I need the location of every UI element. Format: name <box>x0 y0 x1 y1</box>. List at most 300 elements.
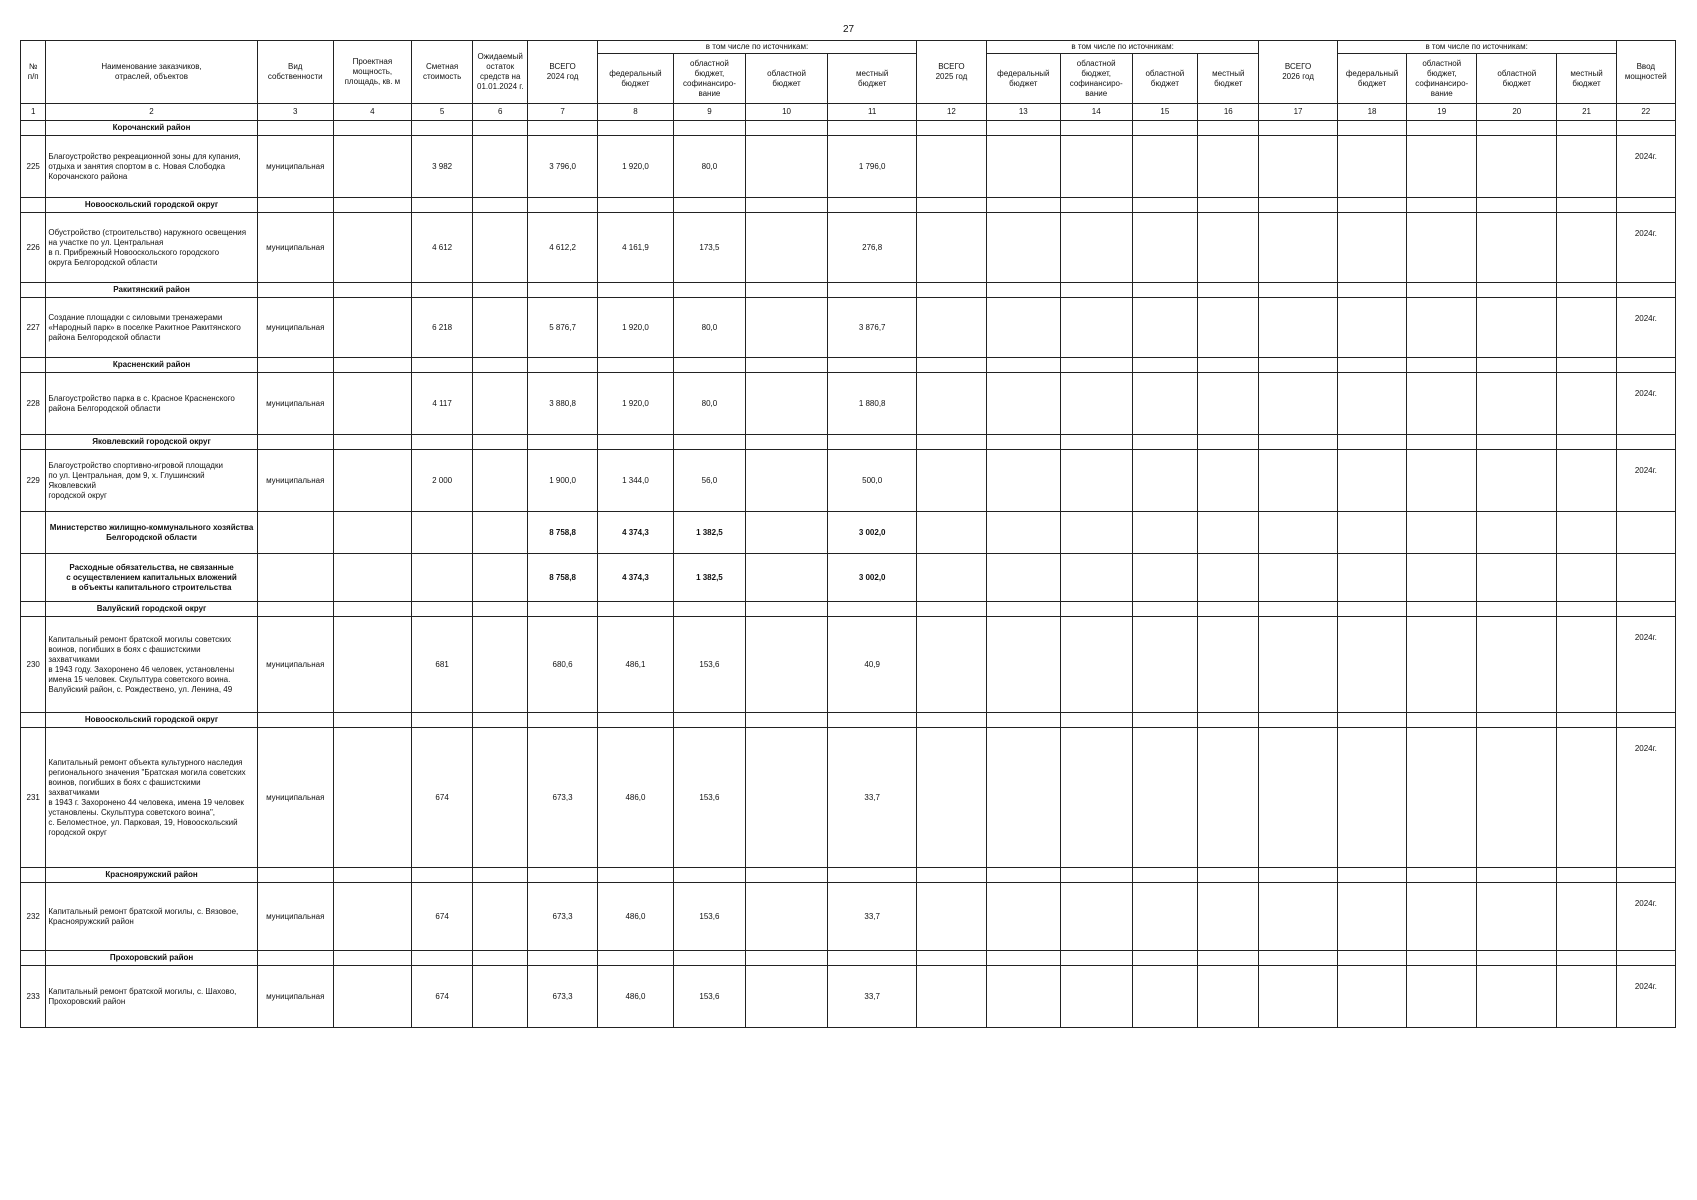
empty-cell <box>528 283 598 298</box>
empty-cell <box>828 435 917 450</box>
header-cofin-2025: областной бюджет, софинансиро- вание <box>1060 54 1132 104</box>
column-number: 12 <box>917 104 987 121</box>
empty-cell <box>333 435 411 450</box>
empty-cell <box>1477 298 1557 358</box>
local-2024: 40,9 <box>828 617 917 713</box>
empty-cell <box>1060 298 1132 358</box>
empty-cell <box>528 868 598 883</box>
empty-cell <box>828 198 917 213</box>
empty-cell <box>674 951 746 966</box>
empty-cell <box>1198 358 1259 373</box>
federal-2024: 1 920,0 <box>597 373 673 435</box>
section-row <box>21 868 1676 883</box>
row-number: 233 <box>21 966 46 1028</box>
empty-cell <box>828 602 917 617</box>
empty-cell <box>1060 512 1132 554</box>
total-2024: 5 876,7 <box>528 298 598 358</box>
empty-cell <box>1337 966 1407 1028</box>
empty-cell <box>917 136 987 198</box>
table-row <box>21 883 1676 951</box>
empty-cell <box>917 435 987 450</box>
section-row <box>21 713 1676 728</box>
section-row <box>21 358 1676 373</box>
empty-cell <box>917 617 987 713</box>
empty-cell <box>1557 713 1616 728</box>
empty-cell <box>597 198 673 213</box>
empty-cell <box>986 358 1060 373</box>
empty-cell <box>745 868 827 883</box>
empty-cell <box>745 435 827 450</box>
empty-cell <box>1259 198 1337 213</box>
empty-cell <box>917 868 987 883</box>
regional-2024 <box>745 554 827 602</box>
empty-cell <box>473 951 528 966</box>
empty-cell <box>1616 951 1675 966</box>
empty-cell <box>1407 617 1477 713</box>
section-name: Валуйский городской округ <box>46 602 257 617</box>
table-row <box>21 966 1676 1028</box>
local-2024: 1 796,0 <box>828 136 917 198</box>
header-total-2025: ВСЕГО 2025 год <box>917 41 987 104</box>
column-number: 3 <box>257 104 333 121</box>
section-row <box>21 951 1676 966</box>
total-2024: 8 758,8 <box>528 554 598 602</box>
summary-row <box>21 512 1676 554</box>
empty-cell <box>1198 283 1259 298</box>
empty-cell <box>1477 713 1557 728</box>
empty-cell <box>986 617 1060 713</box>
empty-cell <box>986 121 1060 136</box>
object-name: Благоустройство спортивно-игровой площадки по ул. Центральная, дом 9, х. Глушинский Яковлевский городской округ <box>46 450 257 512</box>
empty-cell <box>1407 358 1477 373</box>
empty-cell <box>986 512 1060 554</box>
section-spacer-no <box>21 121 46 136</box>
empty-cell <box>1259 868 1337 883</box>
column-number: 8 <box>597 104 673 121</box>
cofin-2024: 1 382,5 <box>674 512 746 554</box>
empty-cell <box>1132 373 1198 435</box>
object-name: Создание площадки с силовыми тренажерами «Народный парк» в поселке Ракитное Ракитянского района Белгородской области <box>46 298 257 358</box>
empty-cell <box>1477 213 1557 283</box>
header-sources-2024: в том числе по источникам: <box>597 41 916 54</box>
empty-cell <box>21 554 46 602</box>
empty-cell <box>1060 966 1132 1028</box>
empty-cell <box>333 283 411 298</box>
header-total-2024: ВСЕГО 2024 год <box>528 41 598 104</box>
empty-cell <box>1132 121 1198 136</box>
empty-cell <box>917 951 987 966</box>
section-spacer-no <box>21 198 46 213</box>
empty-cell <box>333 951 411 966</box>
federal-2024: 486,0 <box>597 728 673 868</box>
empty-cell <box>1616 554 1675 602</box>
empty-cell <box>1337 512 1407 554</box>
empty-cell <box>528 713 598 728</box>
capacity <box>333 450 411 512</box>
empty-cell <box>917 213 987 283</box>
empty-cell <box>1060 951 1132 966</box>
empty-cell <box>1198 512 1259 554</box>
empty-cell <box>1259 213 1337 283</box>
empty-cell <box>1259 554 1337 602</box>
commission-year: 2024г. <box>1616 728 1675 868</box>
empty-cell <box>257 713 333 728</box>
empty-cell <box>1477 121 1557 136</box>
empty-cell <box>1198 951 1259 966</box>
empty-cell <box>1557 951 1616 966</box>
empty-cell <box>1557 554 1616 602</box>
empty-cell <box>473 358 528 373</box>
empty-cell <box>1557 868 1616 883</box>
empty-cell <box>597 435 673 450</box>
section-spacer-no <box>21 283 46 298</box>
empty-cell <box>1477 554 1557 602</box>
header-regional-2026: областной бюджет <box>1477 54 1557 104</box>
empty-cell <box>1132 602 1198 617</box>
empty-cell <box>411 713 472 728</box>
column-number: 16 <box>1198 104 1259 121</box>
estimate-cost: 3 982 <box>411 136 472 198</box>
header-federal-2026: федеральный бюджет <box>1337 54 1407 104</box>
column-number: 17 <box>1259 104 1337 121</box>
empty-cell <box>1477 358 1557 373</box>
empty-cell <box>1407 554 1477 602</box>
expected-balance <box>473 617 528 713</box>
empty-cell <box>257 868 333 883</box>
empty-cell <box>411 951 472 966</box>
empty-cell <box>1198 121 1259 136</box>
empty-cell <box>257 602 333 617</box>
section-row <box>21 121 1676 136</box>
expected-balance <box>473 966 528 1028</box>
header-estimate: Сметная стоимость <box>411 41 472 104</box>
empty-cell <box>1132 512 1198 554</box>
empty-cell <box>1557 617 1616 713</box>
empty-cell <box>411 554 472 602</box>
cofin-2024: 153,6 <box>674 966 746 1028</box>
empty-cell <box>257 358 333 373</box>
column-number: 1 <box>21 104 46 121</box>
empty-cell <box>986 868 1060 883</box>
empty-cell <box>597 358 673 373</box>
ownership: муниципальная <box>257 966 333 1028</box>
empty-cell <box>986 136 1060 198</box>
empty-cell <box>411 358 472 373</box>
regional-2024 <box>745 617 827 713</box>
empty-cell <box>1132 358 1198 373</box>
empty-cell <box>257 121 333 136</box>
empty-cell <box>1337 602 1407 617</box>
section-row <box>21 435 1676 450</box>
empty-cell <box>1337 728 1407 868</box>
empty-cell <box>986 883 1060 951</box>
ownership: муниципальная <box>257 136 333 198</box>
empty-cell <box>257 554 333 602</box>
column-number: 6 <box>473 104 528 121</box>
empty-cell <box>917 966 987 1028</box>
empty-cell <box>1060 728 1132 868</box>
column-number: 2 <box>46 104 257 121</box>
row-number: 230 <box>21 617 46 713</box>
section-row <box>21 283 1676 298</box>
empty-cell <box>1337 298 1407 358</box>
empty-cell <box>1337 713 1407 728</box>
header-sources-2025: в том числе по источникам: <box>986 41 1259 54</box>
column-number: 9 <box>674 104 746 121</box>
empty-cell <box>257 435 333 450</box>
empty-cell <box>1132 728 1198 868</box>
empty-cell <box>1477 373 1557 435</box>
empty-cell <box>1477 951 1557 966</box>
header-local-2026: местный бюджет <box>1557 54 1616 104</box>
header-name: Наименование заказчиков, отраслей, объектов <box>46 41 257 104</box>
total-2024: 673,3 <box>528 883 598 951</box>
federal-2024: 4 374,3 <box>597 554 673 602</box>
table-row <box>21 373 1676 435</box>
object-name: Капитальный ремонт братской могилы, с. Вязовое, Краснояружский район <box>46 883 257 951</box>
empty-cell <box>1060 450 1132 512</box>
empty-cell <box>1407 198 1477 213</box>
section-spacer-no <box>21 435 46 450</box>
empty-cell <box>1060 283 1132 298</box>
empty-cell <box>1557 450 1616 512</box>
empty-cell <box>1132 198 1198 213</box>
capacity <box>333 617 411 713</box>
empty-cell <box>333 512 411 554</box>
empty-cell <box>986 713 1060 728</box>
empty-cell <box>917 198 987 213</box>
summary-name: Министерство жилищно-коммунального хозяйства Белгородской области <box>46 512 257 554</box>
empty-cell <box>1407 450 1477 512</box>
empty-cell <box>333 554 411 602</box>
table-row <box>21 728 1676 868</box>
cofin-2024: 153,6 <box>674 728 746 868</box>
local-2024: 3 876,7 <box>828 298 917 358</box>
column-numbers-row <box>21 104 1676 121</box>
federal-2024: 1 344,0 <box>597 450 673 512</box>
empty-cell <box>1337 951 1407 966</box>
empty-cell <box>1407 951 1477 966</box>
empty-cell <box>674 121 746 136</box>
empty-cell <box>828 283 917 298</box>
empty-cell <box>333 868 411 883</box>
estimate-cost: 6 218 <box>411 298 472 358</box>
empty-cell <box>986 283 1060 298</box>
empty-cell <box>1132 966 1198 1028</box>
expected-balance <box>473 728 528 868</box>
empty-cell <box>1337 136 1407 198</box>
empty-cell <box>528 602 598 617</box>
empty-cell <box>828 713 917 728</box>
empty-cell <box>333 713 411 728</box>
empty-cell <box>986 728 1060 868</box>
commission-year: 2024г. <box>1616 883 1675 951</box>
section-row <box>21 602 1676 617</box>
header-local-2024: местный бюджет <box>828 54 917 104</box>
empty-cell <box>1132 713 1198 728</box>
ownership: муниципальная <box>257 883 333 951</box>
empty-cell <box>1198 136 1259 198</box>
empty-cell <box>1407 136 1477 198</box>
commission-year: 2024г. <box>1616 298 1675 358</box>
empty-cell <box>674 435 746 450</box>
empty-cell <box>1259 883 1337 951</box>
empty-cell <box>257 283 333 298</box>
federal-2024: 4 161,9 <box>597 213 673 283</box>
empty-cell <box>1407 283 1477 298</box>
empty-cell <box>1060 198 1132 213</box>
empty-cell <box>1198 602 1259 617</box>
empty-cell <box>917 373 987 435</box>
federal-2024: 1 920,0 <box>597 136 673 198</box>
table-header <box>21 41 1676 121</box>
local-2024: 1 880,8 <box>828 373 917 435</box>
header-cofin-2026: областной бюджет, софинансиро- вание <box>1407 54 1477 104</box>
ownership: муниципальная <box>257 728 333 868</box>
empty-cell <box>1616 358 1675 373</box>
empty-cell <box>1557 136 1616 198</box>
empty-cell <box>917 728 987 868</box>
local-2024: 33,7 <box>828 728 917 868</box>
table-row <box>21 450 1676 512</box>
empty-cell <box>1060 121 1132 136</box>
header-sources-2026: в том числе по источникам: <box>1337 41 1616 54</box>
empty-cell <box>986 951 1060 966</box>
commission-year: 2024г. <box>1616 373 1675 435</box>
local-2024: 500,0 <box>828 450 917 512</box>
empty-cell <box>1259 373 1337 435</box>
section-name: Новооскольский городской округ <box>46 713 257 728</box>
row-number: 229 <box>21 450 46 512</box>
empty-cell <box>1616 121 1675 136</box>
empty-cell <box>1616 512 1675 554</box>
row-number: 228 <box>21 373 46 435</box>
expected-balance <box>473 136 528 198</box>
object-name: Капитальный ремонт братской могилы советских воинов, погибших в боях с фашистскими захватчиками в 1943 году. Захоронено 46 человек, установлены имена 15 человек. Скульптура советского воина. Валуйский район, с. Рождествено, ул. Ленина, 49 <box>46 617 257 713</box>
section-spacer-no <box>21 951 46 966</box>
empty-cell <box>745 951 827 966</box>
empty-cell <box>1259 951 1337 966</box>
empty-cell <box>1407 728 1477 868</box>
estimate-cost: 4 612 <box>411 213 472 283</box>
cofin-2024: 56,0 <box>674 450 746 512</box>
empty-cell <box>597 951 673 966</box>
estimate-cost: 674 <box>411 728 472 868</box>
total-2024: 3 880,8 <box>528 373 598 435</box>
commission-year: 2024г. <box>1616 136 1675 198</box>
regional-2024 <box>745 213 827 283</box>
empty-cell <box>1477 966 1557 1028</box>
empty-cell <box>1198 435 1259 450</box>
empty-cell <box>1060 602 1132 617</box>
expected-balance <box>473 298 528 358</box>
header-cofin-2024: областной бюджет, софинансиро- вание <box>674 54 746 104</box>
local-2024: 276,8 <box>828 213 917 283</box>
empty-cell <box>1060 435 1132 450</box>
empty-cell <box>1337 358 1407 373</box>
total-2024: 1 900,0 <box>528 450 598 512</box>
empty-cell <box>1616 435 1675 450</box>
empty-cell <box>1407 121 1477 136</box>
empty-cell <box>597 602 673 617</box>
column-number: 4 <box>333 104 411 121</box>
empty-cell <box>1616 602 1675 617</box>
cofin-2024: 173,5 <box>674 213 746 283</box>
empty-cell <box>333 121 411 136</box>
empty-cell <box>1407 298 1477 358</box>
estimate-cost: 674 <box>411 883 472 951</box>
cofin-2024: 1 382,5 <box>674 554 746 602</box>
empty-cell <box>1337 435 1407 450</box>
empty-cell <box>473 435 528 450</box>
regional-2024 <box>745 373 827 435</box>
header-local-2025: местный бюджет <box>1198 54 1259 104</box>
column-number: 7 <box>528 104 598 121</box>
empty-cell <box>1337 883 1407 951</box>
total-2024: 8 758,8 <box>528 512 598 554</box>
empty-cell <box>1477 136 1557 198</box>
empty-cell <box>986 435 1060 450</box>
empty-cell <box>1337 868 1407 883</box>
empty-cell <box>1198 298 1259 358</box>
empty-cell <box>917 883 987 951</box>
empty-cell <box>1198 713 1259 728</box>
empty-cell <box>674 198 746 213</box>
empty-cell <box>1060 358 1132 373</box>
empty-cell <box>1132 213 1198 283</box>
estimate-cost: 2 000 <box>411 450 472 512</box>
regional-2024 <box>745 450 827 512</box>
empty-cell <box>1132 554 1198 602</box>
empty-cell <box>745 283 827 298</box>
empty-cell <box>333 358 411 373</box>
empty-cell <box>411 283 472 298</box>
empty-cell <box>1407 868 1477 883</box>
empty-cell <box>1060 554 1132 602</box>
empty-cell <box>1132 883 1198 951</box>
empty-cell <box>1557 373 1616 435</box>
empty-cell <box>528 951 598 966</box>
ownership: муниципальная <box>257 450 333 512</box>
empty-cell <box>528 121 598 136</box>
regional-2024 <box>745 298 827 358</box>
empty-cell <box>1407 373 1477 435</box>
empty-cell <box>333 602 411 617</box>
empty-cell <box>1557 283 1616 298</box>
table-row <box>21 298 1676 358</box>
empty-cell <box>1477 450 1557 512</box>
empty-cell <box>1259 450 1337 512</box>
empty-cell <box>1259 966 1337 1028</box>
empty-cell <box>411 868 472 883</box>
empty-cell <box>597 283 673 298</box>
empty-cell <box>1198 617 1259 713</box>
local-2024: 3 002,0 <box>828 512 917 554</box>
empty-cell <box>828 358 917 373</box>
empty-cell <box>986 450 1060 512</box>
table-body <box>21 121 1676 1028</box>
empty-cell <box>1132 951 1198 966</box>
table-row <box>21 213 1676 283</box>
estimate-cost: 674 <box>411 966 472 1028</box>
empty-cell <box>745 713 827 728</box>
column-number: 20 <box>1477 104 1557 121</box>
empty-cell <box>745 121 827 136</box>
empty-cell <box>473 283 528 298</box>
row-number: 232 <box>21 883 46 951</box>
header-capacity: Проектная мощность, площадь, кв. м <box>333 41 411 104</box>
empty-cell <box>1557 602 1616 617</box>
